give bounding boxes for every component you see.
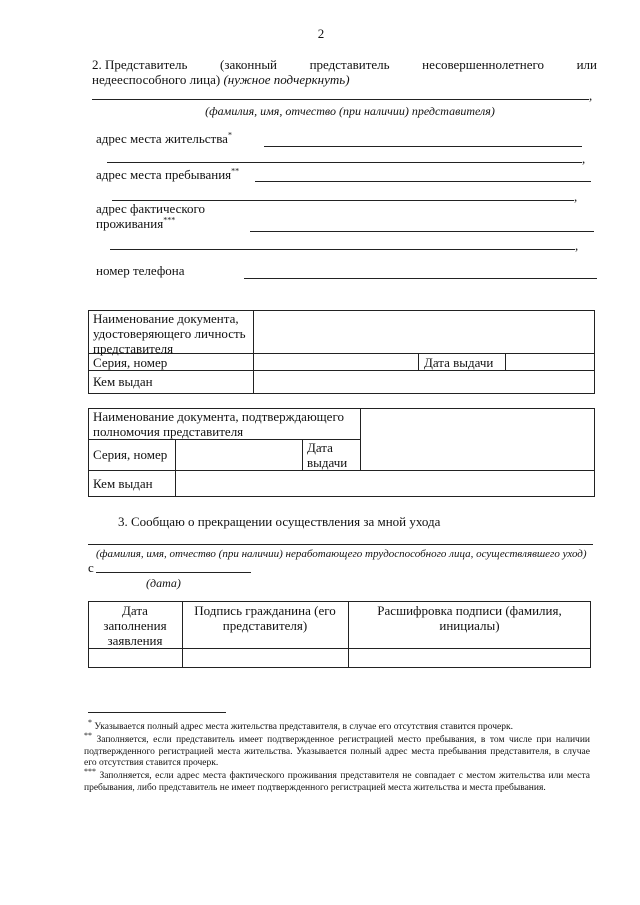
- footnote-mark: *: [88, 717, 92, 727]
- identity-date-label: Дата выдачи: [424, 355, 494, 370]
- table-divider: [418, 353, 419, 370]
- identity-series-value[interactable]: [254, 354, 417, 369]
- phone-label: номер телефона: [96, 263, 185, 278]
- footnote-separator: [88, 712, 226, 713]
- phone-field[interactable]: [244, 278, 597, 279]
- footnote-2: [84, 730, 590, 770]
- authority-series-label: Серия, номер: [93, 447, 168, 462]
- signature-cell[interactable]: [183, 649, 347, 667]
- intro-line2-text: недееспособного лица): [92, 72, 221, 87]
- intro-word: 2. Представитель: [92, 57, 188, 72]
- header-fill-date: Дата заполнения заявления: [103, 603, 167, 648]
- identity-issued-label: Кем выдан: [93, 374, 153, 389]
- end-date-field[interactable]: [96, 572, 251, 573]
- date-caption: (дата): [146, 576, 181, 590]
- comma: ,: [582, 151, 586, 166]
- footnote-text: Указывается полный адрес места жительства представителя, в случае его отсутствия ставится прочерк.: [94, 722, 513, 732]
- underline-note: (нужное подчеркнуть): [223, 72, 350, 87]
- identity-series-label: Серия, номер: [93, 355, 168, 370]
- authority-doc-value[interactable]: [361, 409, 594, 469]
- caregiver-caption: (фамилия, имя, отчество (при наличии) неработающего трудоспособного лица, осуществлявшего уход): [96, 548, 587, 560]
- fill-date-cell[interactable]: [89, 649, 181, 667]
- section2-intro-line2: [92, 72, 350, 88]
- footnote-text: Заполняется, если представитель имеет подтвержденное регистрацией место пребывания, в том числе при наличии подтвержденного регистрацией места жительства. Указывается полный адрес места пребывания представителя, в случае его отсутствия ставится прочерк.: [84, 735, 590, 768]
- from-label: с: [88, 560, 94, 575]
- residence-field[interactable]: [264, 146, 582, 147]
- identity-doc-value[interactable]: [254, 311, 594, 352]
- table-divider: [302, 439, 303, 470]
- representative-name-line[interactable]: [92, 99, 589, 100]
- identity-date-value[interactable]: [506, 354, 594, 369]
- name-caption: (фамилия, имя, отчество (при наличии) представителя): [205, 104, 495, 118]
- actual-address-label-2: [96, 216, 175, 232]
- identity-issued-value[interactable]: [254, 371, 594, 393]
- comma: ,: [575, 238, 579, 253]
- footnote-mark: ***: [163, 215, 176, 225]
- comma: ,: [589, 88, 593, 103]
- identity-doc-label: Наименование документа, удостоверяющего личность представителя: [93, 311, 246, 356]
- signature-transcript-cell[interactable]: [349, 649, 590, 667]
- footnote-mark: *: [227, 130, 232, 140]
- residence-label-text: адрес места жительства: [96, 131, 228, 146]
- authority-date-label: Дата выдачи: [307, 440, 348, 470]
- footnote-mark: **: [231, 166, 240, 176]
- stay-label: [96, 167, 239, 183]
- footnote-1: [88, 717, 590, 734]
- authority-issued-label: Кем выдан: [93, 476, 153, 491]
- section3-title: 3. Сообщаю о прекращении осуществления за мной ухода: [118, 514, 441, 529]
- header-signature: Подпись гражданина (его представителя): [194, 603, 336, 633]
- residence-field-continued[interactable]: [107, 162, 582, 163]
- footnote-mark: **: [84, 730, 92, 740]
- actual-label-text: проживания: [96, 216, 164, 231]
- actual-address-field[interactable]: [250, 231, 594, 232]
- authority-series-value[interactable]: [176, 440, 301, 469]
- authority-issued-value[interactable]: [176, 471, 594, 496]
- header-signature-transcript: Расшифровка подписи (фамилия, инициалы): [377, 603, 562, 633]
- authority-doc-label: Наименование документа, подтверждающего полномочия представителя: [93, 409, 344, 439]
- intro-word: представитель: [309, 57, 390, 72]
- page-number: 2: [317, 26, 325, 41]
- actual-address-field-continued[interactable]: [110, 249, 575, 250]
- stay-label-text: адрес места пребывания: [96, 167, 232, 182]
- intro-word: или: [576, 57, 597, 72]
- comma: ,: [574, 189, 578, 204]
- caregiver-name-line[interactable]: [88, 544, 593, 545]
- footnote-3: [84, 766, 590, 794]
- intro-word: (законный: [220, 57, 278, 72]
- intro-word: несовершеннолетнего: [422, 57, 545, 72]
- actual-address-label-1: адрес фактического: [96, 201, 206, 216]
- footnote-text: Заполняется, если адрес места фактического проживания представителя не совпадает с местом жительства или места пребывания, либо представитель не имеет подтвержденного регистрацией места жительства и места пребывания.: [84, 771, 590, 793]
- footnote-mark: ***: [84, 766, 96, 776]
- residence-label: [96, 131, 232, 147]
- stay-field[interactable]: [255, 181, 591, 182]
- section2-intro-line1: [92, 57, 597, 73]
